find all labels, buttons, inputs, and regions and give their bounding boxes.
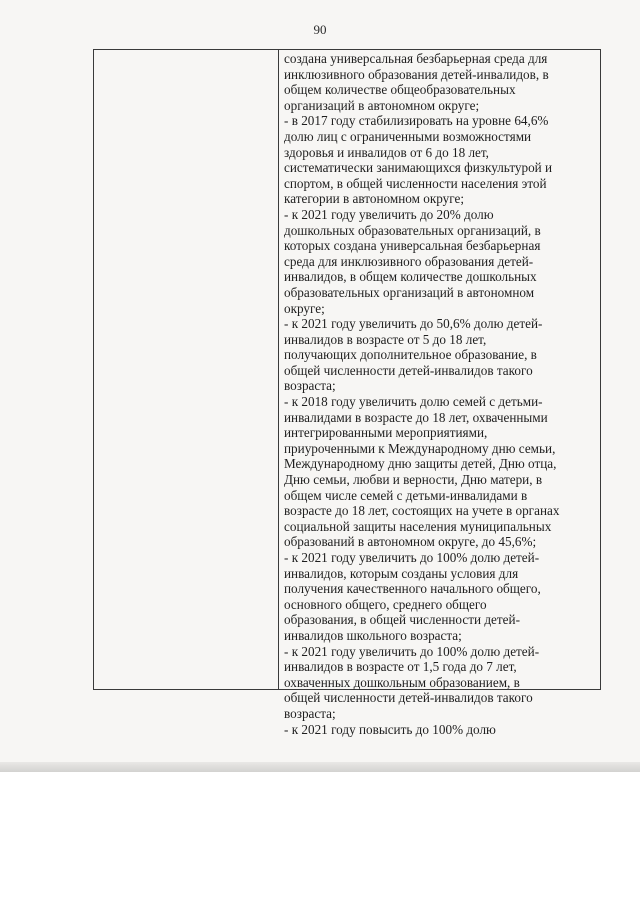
text-line: возраста; [284, 705, 336, 721]
text-line: инвалидами в возрасте до 18 лет, охваченными [284, 409, 548, 425]
text-line: - к 2021 году увеличить до 50,6% долю детей- [284, 316, 543, 332]
text-line: возрасте до 18 лет, состоящих на учете в органах [284, 503, 560, 519]
text-line: инвалидов в возрасте от 1,5 года до 7 лет, [284, 659, 517, 675]
text-line: организаций в автономном округе; [284, 97, 480, 113]
page-edge-shadow [0, 762, 640, 772]
text-line: создана универсальная безбарьерная среда для [284, 51, 548, 66]
text-line: здоровья и инвалидов от 6 до 18 лет, [284, 144, 489, 160]
page-number: 90 [313, 22, 327, 37]
text-line: инклюзивного образования детей-инвалидов, в [284, 66, 549, 82]
text-line: Дню семьи, любви и верности, Дню матери, в [284, 472, 543, 488]
text-line: долю лиц с ограниченными возможностями [284, 128, 532, 144]
text-line: образовательных организаций в автономном [284, 284, 535, 300]
text-line: инвалидов, в общем количестве дошкольных [284, 269, 537, 285]
text-line: инвалидов школьного возраста; [284, 627, 462, 643]
text-line: - к 2021 году увеличить до 100% долю детей- [284, 643, 540, 659]
text-line: - к 2021 году увеличить до 20% долю [284, 206, 494, 222]
text-line: социальной защиты населения муниципальных [284, 518, 552, 534]
text-line: дошкольных образовательных организаций, в [284, 222, 541, 238]
text-line: категории в автономном округе; [284, 191, 465, 207]
text-line: приуроченными к Международному дню семьи, [284, 440, 556, 456]
text-line: округе; [284, 300, 325, 316]
text-line: получающих дополнительное образование, в [284, 347, 537, 363]
text-line: среда для инклюзивного образования детей- [284, 253, 534, 269]
text-line: охваченных дошкольным образованием, в [284, 674, 520, 690]
text-line: - к 2018 году увеличить долю семей с детьми- [284, 394, 543, 410]
text-line: Международному дню защиты детей, Дню отца, [284, 456, 557, 472]
text-line: спортом, в общей численности населения этой [284, 175, 547, 191]
text-line: возраста; [284, 378, 336, 394]
table-cell-left [94, 50, 279, 689]
text-line: получения качественного начального общего, [284, 581, 541, 597]
text-line: - к 2021 году повысить до 100% долю [284, 721, 496, 737]
text-line: интегрированными мероприятиями, [284, 425, 488, 441]
text-line: общем числе семей с детьми-инвалидами в [284, 487, 528, 503]
text-line: которых создана универсальная безбарьерная [284, 238, 541, 254]
text-line: систематически занимающихся физкультурой и [284, 160, 553, 176]
table [93, 49, 601, 737]
text-line: инвалидов, которым созданы условия для [284, 565, 519, 581]
text-line: основного общего, среднего общего [284, 596, 487, 612]
table-cell-right [279, 50, 601, 737]
text-line: общей численности детей-инвалидов такого [284, 362, 533, 378]
text-line: общем количестве общеобразовательных [284, 82, 516, 98]
text-line: общей численности детей-инвалидов такого [284, 690, 533, 706]
text-line: образования, в общей численности детей- [284, 612, 520, 628]
text-line: инвалидов в возрасте от 5 до 18 лет, [284, 331, 487, 347]
text-line: образований в автономном округе, до 45,6%; [284, 534, 537, 550]
text-line: - в 2017 году стабилизировать на уровне 64,6% [284, 113, 549, 129]
text-line: - к 2021 году увеличить до 100% долю детей- [284, 550, 540, 565]
